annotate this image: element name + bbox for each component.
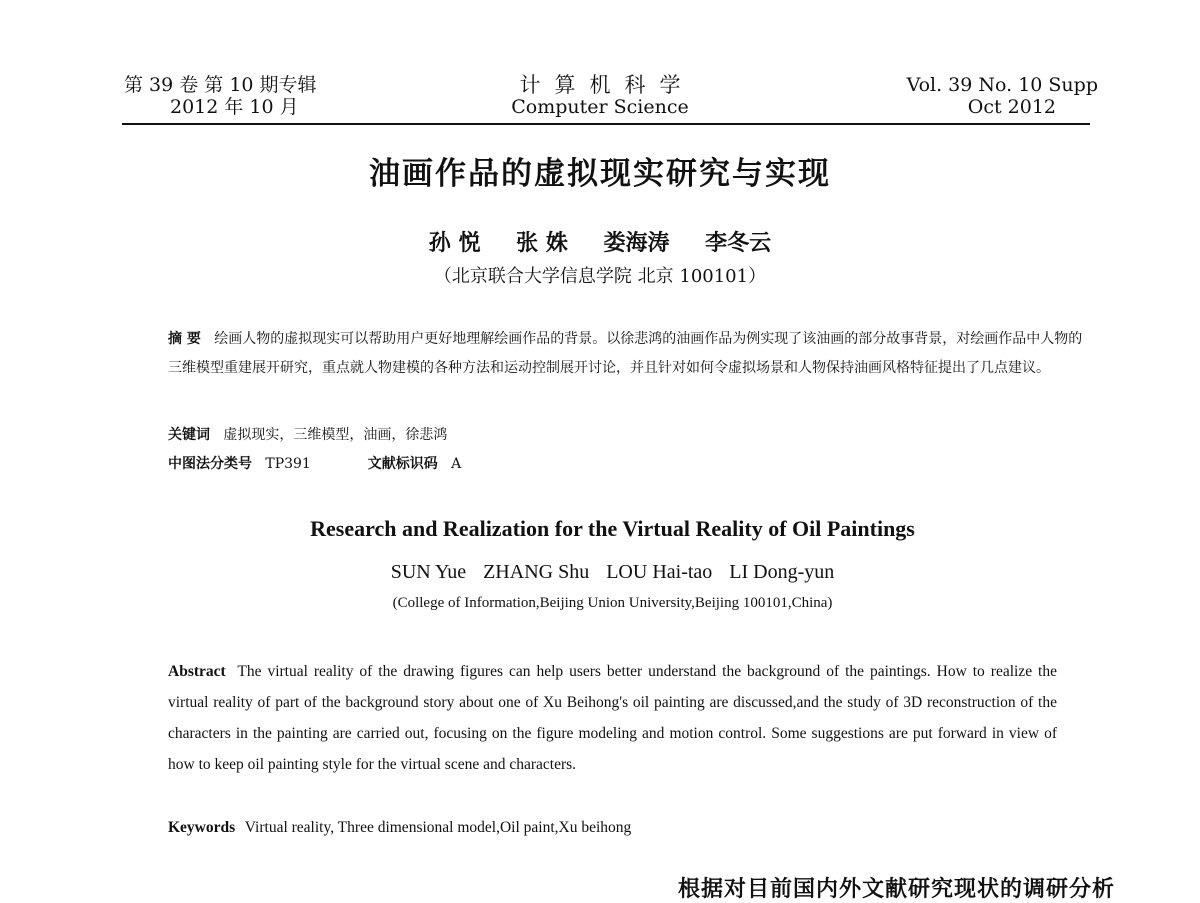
header-volume-en-line: Vol. 39 No. 10 Supp	[906, 74, 1098, 96]
keywords-cn-text: 虚拟现实，三维模型，油画，徐悲鸿	[223, 427, 448, 443]
authors-cn	[0, 226, 1200, 257]
classification	[168, 450, 1088, 479]
author-cn: 张 姝	[516, 231, 568, 256]
keywords-cn	[168, 421, 1088, 450]
journal-name-en: Computer Science	[511, 96, 689, 118]
abstract-en-text: The virtual reality of the drawing figures can help users better understand the background of the paintings. How to realize the virtual reality of part of the background story about one of Xu Beihong's oil painting are discussed,and the study of 3D reconstruction of the characters in the painting are carried out, focusing on the figure modeling and motion control. Some suggestions are put forward in view of how to keep oil painting style for the virtual scene and characters.	[168, 663, 1057, 773]
clc-label: 中图法分类号	[168, 456, 252, 472]
header-date-en: Oct 2012	[967, 96, 1056, 118]
abstract-cn	[168, 325, 1088, 383]
doc-code-label: 文献标识码	[367, 456, 438, 472]
clc-value: TP391	[265, 456, 311, 472]
author-en: ZHANG Shu	[483, 561, 590, 583]
keywords-cn-label: 关键词	[168, 427, 210, 443]
abstract-cn-text: 绘画人物的虚拟现实可以帮助用户更好地理解绘画作品的背景。以徐悲鸿的油画作品为例实现了该油画的部分故事背景，对绘画作品中人物的三维模型重建展开研究，重点就人物建模的各种方法和运动控制展开讨论，并且针对如何令虚拟场景和人物保持油画风格特征提出了几点建议。	[168, 331, 1083, 376]
author-en: SUN Yue	[390, 561, 467, 583]
abstract-en	[168, 656, 1057, 780]
header-volume-en	[907, 74, 1098, 118]
author-cn: 李冬云	[705, 231, 772, 256]
header-rule	[122, 123, 1090, 125]
author-en: LI Dong-yun	[729, 561, 835, 583]
keywords-en-label: Keywords	[168, 819, 236, 836]
paper-title-en: Research and Realization for the Virtual Reality of Oil Paintings	[310, 516, 915, 541]
body-text-cutoff: 根据对目前国内外文献研究现状的调研分析	[678, 877, 1116, 902]
doc-code-value: A	[451, 456, 462, 472]
author-en: LOU Hai-tao	[606, 561, 713, 583]
authors-en	[0, 561, 1200, 584]
header-date: 2012 年 10 月	[170, 96, 299, 118]
abstract-cn-label: 摘 要	[168, 331, 201, 347]
affiliation-cn: （北京联合大学信息学院 北京 100101）	[433, 266, 767, 287]
author-cn: 娄海涛	[603, 231, 670, 256]
keywords-en-text: Virtual reality, Three dimensional model,Oil paint,Xu beihong	[244, 819, 632, 836]
abstract-en-label: Abstract	[168, 663, 226, 680]
header-volume-issue: 第 39 卷 第 10 期专辑	[124, 74, 317, 96]
author-cn: 孙 悦	[428, 231, 481, 256]
keywords-en	[168, 812, 1057, 843]
journal-name-cn: 计算机科学	[519, 73, 695, 97]
affiliation-en: (College of Information,Beijing Union University,Beijing 100101,China)	[392, 595, 833, 611]
paper-title-cn: 油画作品的虚拟现实研究与实现	[369, 156, 831, 192]
